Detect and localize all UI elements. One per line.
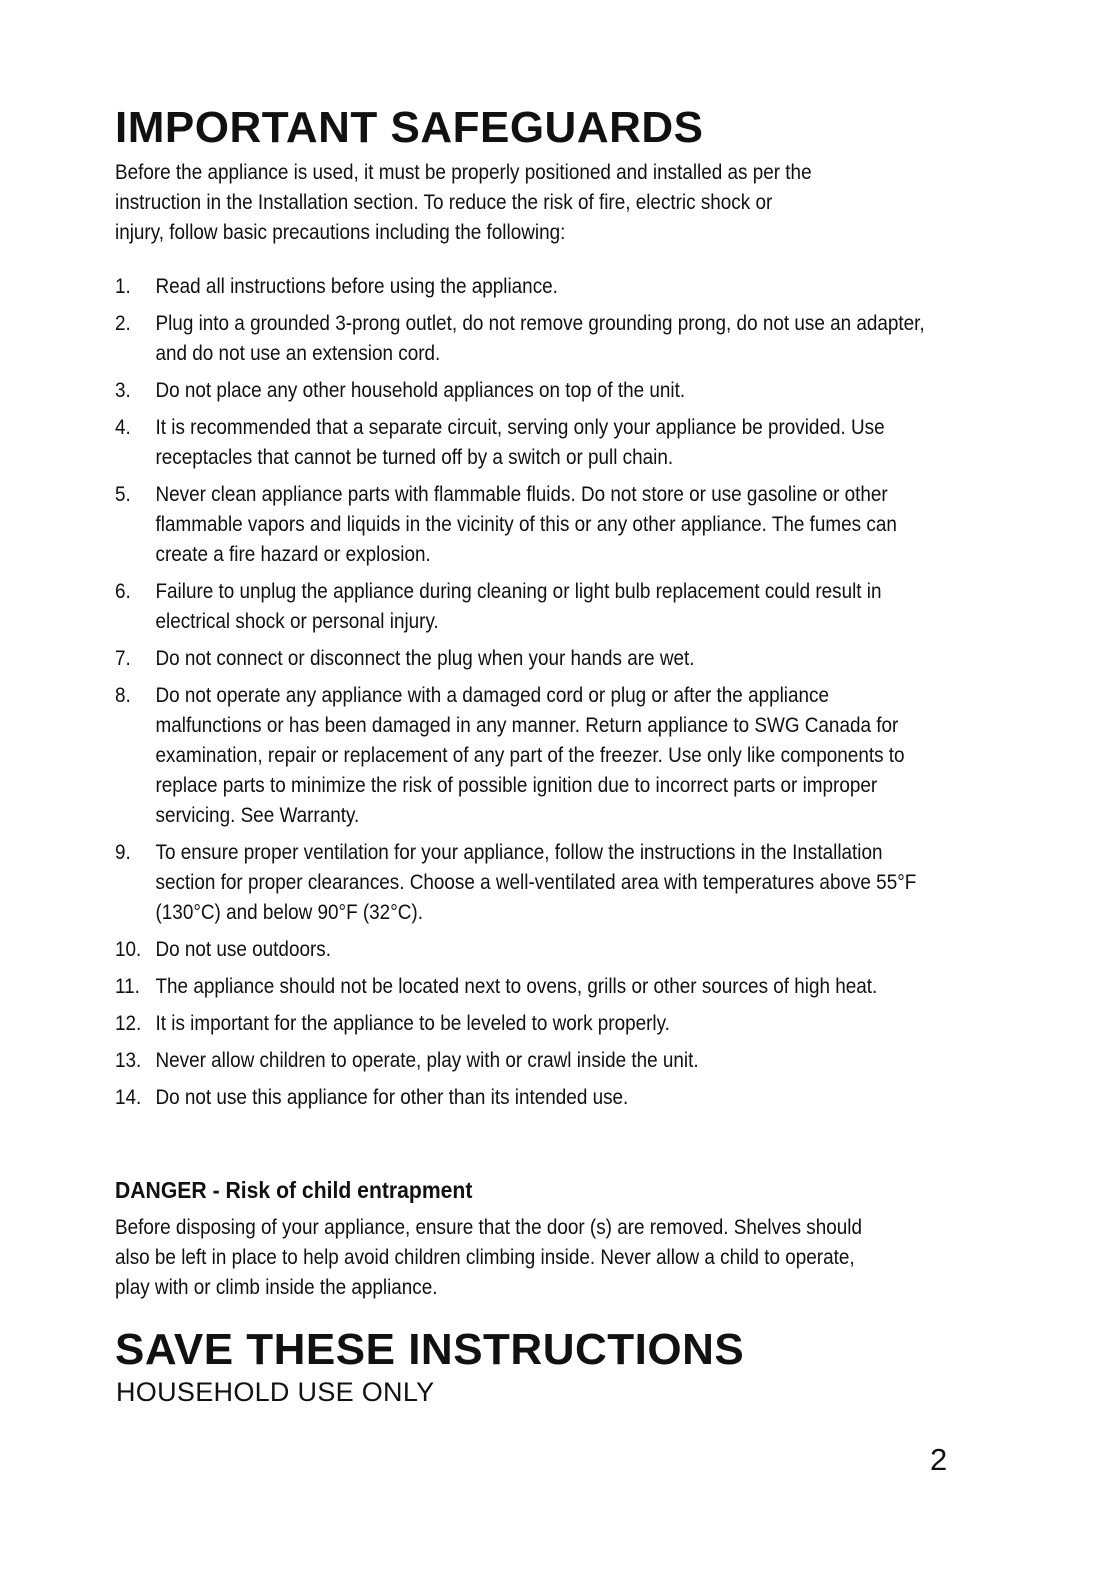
page-number: 2 [930, 1442, 948, 1477]
intro-paragraph: Before the appliance is used, it must be properly positioned and installed as per the instruction in the Installation section. To reduce the risk of fire, electric shock or injury, follow basic precautions including the following: [115, 161, 812, 244]
list-item [115, 1083, 925, 1113]
item-number: 3. [115, 379, 131, 402]
item-text: To ensure proper ventilation for your appliance, follow the instructions in the Installation section for proper clearances. Choose a well-ventilated area with temperatures above 55°F (130°C) and below 90°F (32°C). [155, 841, 917, 924]
item-number: 14. [115, 1086, 142, 1109]
item-number: 13. [115, 1049, 142, 1072]
item-number: 2. [115, 312, 131, 335]
item-number: 5. [115, 483, 131, 506]
list-item [115, 376, 925, 406]
item-text: The appliance should not be located next to ovens, grills or other sources of high heat. [155, 975, 878, 998]
page-title: IMPORTANT SAFEGUARDS [115, 103, 704, 152]
item-text: Do not place any other household appliances on top of the unit. [155, 379, 686, 402]
list-item [115, 1009, 925, 1039]
item-text: Plug into a grounded 3-prong outlet, do not remove grounding prong, do not use an adapter, and do not use an extension cord. [155, 312, 925, 365]
item-number: 9. [115, 841, 131, 864]
list-item [115, 644, 925, 674]
item-text: Read all instructions before using the appliance. [155, 275, 558, 298]
list-item [115, 838, 925, 928]
item-number: 10. [115, 938, 142, 961]
item-text: Do not use this appliance for other than its intended use. [155, 1086, 629, 1109]
item-number: 8. [115, 684, 131, 707]
item-number: 12. [115, 1012, 142, 1035]
item-text: It is important for the appliance to be leveled to work properly. [155, 1012, 670, 1035]
safeguards-list [115, 272, 925, 1120]
item-number: 11. [115, 975, 140, 998]
item-text: Failure to unplug the appliance during cleaning or light bulb replacement could result in electrical shock or personal injury. [155, 580, 882, 633]
list-item [115, 972, 925, 1002]
item-text: Do not connect or disconnect the plug when your hands are wet. [155, 647, 695, 670]
item-number: 6. [115, 580, 131, 603]
item-text: Do not operate any appliance with a damaged cord or plug or after the appliance malfunctions or has been damaged in any manner. Return appliance to SWG Canada for examination, repair or replacement of any part of the freezer. Use only like components to replace parts to minimize the risk of possible ignition due to incorrect parts or improper servicing. See Warranty. [155, 684, 905, 827]
list-item [115, 577, 925, 637]
list-item [115, 681, 925, 831]
danger-paragraph: Before disposing of your appliance, ensure that the door (s) are removed. Shelves should also be left in place to help avoid children climbing inside. Never allow a child to operate, play with or climb inside the appliance. [115, 1216, 862, 1299]
item-text: Never allow children to operate, play with or crawl inside the unit. [155, 1049, 699, 1072]
item-number: 7. [115, 647, 131, 670]
danger-heading: DANGER - Risk of child entrapment [115, 1177, 473, 1203]
item-number: 4. [115, 416, 131, 439]
list-item [115, 480, 925, 570]
list-item [115, 309, 925, 369]
list-item [115, 935, 925, 965]
item-number: 1. [115, 275, 131, 298]
household-use-note: HOUSEHOLD USE ONLY [116, 1377, 435, 1407]
save-instructions-title: SAVE THESE INSTRUCTIONS [115, 1325, 745, 1374]
item-text: Never clean appliance parts with flammable fluids. Do not store or use gasoline or other flammable vapors and liquids in the vicinity of this or any other appliance. The fumes can create a fire hazard or explosion. [155, 483, 897, 566]
list-item [115, 413, 925, 473]
item-text: It is recommended that a separate circuit, serving only your appliance be provided. Use receptacles that cannot be turned off by a switch or pull chain. [155, 416, 885, 469]
list-item [115, 272, 925, 302]
list-item [115, 1046, 925, 1076]
item-text: Do not use outdoors. [155, 938, 331, 961]
